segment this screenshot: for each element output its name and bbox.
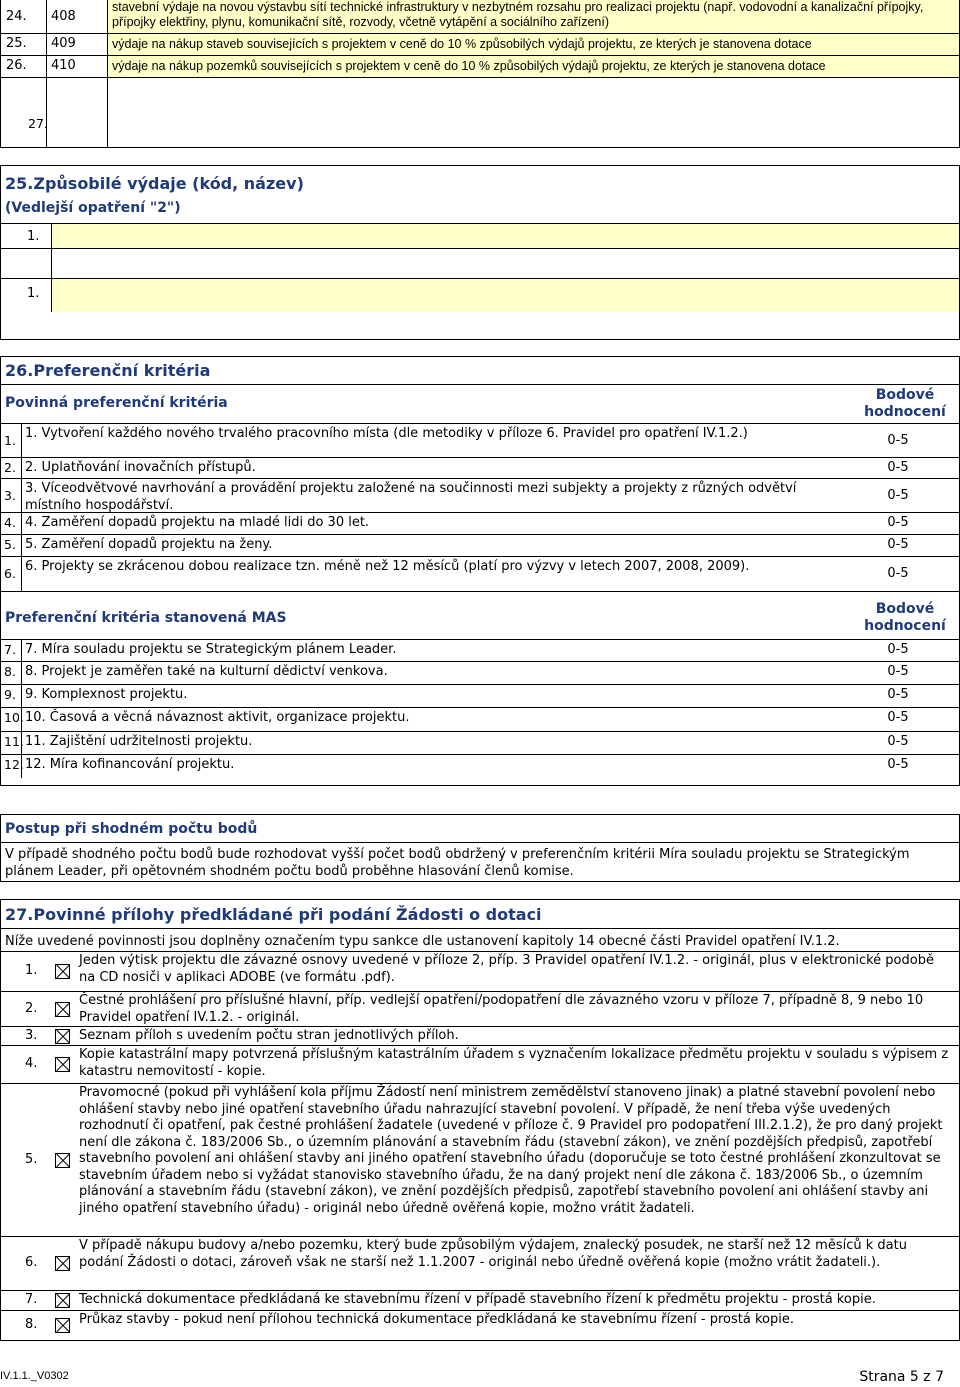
divider — [1, 928, 959, 929]
criterion-number: 4. — [4, 515, 16, 530]
attachment-row — [1, 1045, 959, 1083]
criterion-text: 7. Míra souladu projektu se Strategickým plánem Leader. — [25, 642, 397, 657]
attachment-text: Pravomocné (pokud při vyhlášení kola příjmu Žádostí není ministrem zemědělství stanoveno jinak) a platné stavební povolení nebo ohlášení stavby nebo jiné opatření stavebního úřadu nahrazující stavební povolení. V případě, že není třeba výše uvedených rozhodnutí či opatření, pak čestné prohlášení žadatele (uvedené v příloze č. 9 Pravidel pro podopatření III.2.1.2), že pro daný projekt není dle zákona č. 183/2006 Sb., o územním plánování a stavebním řádu (stavební zákon), ve znění pozdějších předpisů, zapotřebí stavebního povolení ani ohlášení stavby ani jiného opatření stavebního úřadu (doporučuje se toto čestné prohlášení zkonzultovat se stavebním úřadem nebo si vyžádat stanovisko stavebního úřadu, že na daný projekt není dle zákona č. 183/2006 Sb., o územním plánování a stavebním řádu (stavební zákon), ve znění pozdějších předpisů, zapotřebí stavebního povolení ani ohlášení stavby ani jiného opatření stavebního úřadu) - originál nebo úředně ověřená kopie, možno vrátit žadateli. — [79, 1085, 943, 1216]
criterion-score: 0-5 — [887, 487, 909, 503]
attachment-number: 7. — [25, 1292, 38, 1307]
criterion-score: 0-5 — [887, 710, 909, 725]
section-title: 25.Způsobilé výdaje (kód, název) — [5, 174, 304, 193]
table-row — [1, 0, 959, 33]
table-row — [1, 34, 959, 55]
attachment-row — [1, 1290, 959, 1310]
criterion-row — [1, 457, 959, 477]
attachment-number: 8. — [25, 1317, 38, 1332]
row-text: stavební výdaje na novou výstavbu sítí technické infrastruktury v nezbytném rozsahu pro realizaci projektu (např. vodovodní a kanalizační přípojky, přípojky elektřiny, plynu, komunikační sítě, rozvody, včetně vytápění a sociálního zařízení) — [108, 0, 959, 33]
criterion-text: 6. Projekty se zkrácenou dobou realizace tzn. méně než 12 měsíců (platí pro výzvy v letech 2007, 2008, 2009). — [25, 559, 750, 574]
criterion-number: 3. — [4, 487, 16, 503]
criterion-row — [1, 423, 959, 456]
checked-checkbox-icon[interactable] — [55, 1002, 70, 1017]
attachment-text: Čestné prohlášení pro příslušné hlavní, příp. vedlejší opatření/podopatření dle závazného vzoru v příloze 7, případně 8, 9 nebo 10 Pravidel opatření IV.1.2. - originál. — [79, 993, 924, 1025]
row-text: výdaje na nákup pozemků souvisejících s projektem v ceně do 10 % způsobilých výdajů projektu, ze kterých je stanovena dotace — [108, 56, 959, 77]
attachment-text: V případě nákupu budovy a/nebo pozemku, který bude způsobilým výdajem, znalecký posudek, ne starší než 12 měsíců k datu podání Žádosti o dotaci, zároveň však ne starší než 1.1.2007 - originál nebo úředně ověřená kopie (možno vrátit žadateli.). — [79, 1238, 907, 1270]
criterion-number: 6. — [4, 566, 16, 581]
expense-table — [0, 0, 960, 148]
attachment-row — [1, 991, 959, 1026]
divider — [21, 479, 22, 512]
footer-form-code: IV.1.1._V0302 — [0, 1370, 69, 1382]
attachment-row — [1, 1310, 959, 1340]
criterion-score: 0-5 — [887, 642, 909, 657]
criterion-row — [1, 707, 959, 730]
criterion-number: 11. — [4, 734, 24, 749]
divider — [21, 424, 22, 457]
criterion-score: 0-5 — [887, 515, 909, 530]
criterion-score: 0-5 — [887, 687, 909, 702]
criterion-number: 1. — [4, 432, 16, 448]
score-header: Bodové hodnocení — [864, 601, 946, 634]
row-number: 1. — [27, 286, 40, 301]
table-row — [1, 56, 959, 77]
attachment-text: Průkaz stavby - pokud není přílohou technická dokumentace předkládaná ke stavebnímu řízení - prostá kopie. — [79, 1312, 794, 1327]
attachment-number: 5. — [25, 1151, 38, 1167]
criterion-score: 0-5 — [887, 537, 909, 552]
criterion-row — [1, 556, 959, 590]
criterion-text: 3. Víceodvětvové navrhování a provádění projektu založené na součinnosti mezi subjekty a projekty z různých odvětví místního hospodářství. — [25, 481, 797, 513]
criterion-text: 2. Uplatňování inovačních přístupů. — [25, 460, 256, 475]
row-text: výdaje na nákup staveb souvisejících s projektem v ceně do 10 % způsobilých výdajů projektu, ze kterých je stanovena dotace — [108, 34, 959, 55]
criterion-number: 12. — [4, 757, 24, 772]
row-number: 1. — [27, 229, 40, 244]
criterion-row — [1, 731, 959, 753]
row-code: 408 — [51, 9, 76, 24]
divider — [21, 640, 22, 661]
section-title: 27.Povinné přílohy předkládané při podání Žádosti o dotaci — [5, 905, 542, 924]
input-cell[interactable] — [52, 224, 959, 248]
criterion-text: 8. Projekt je zaměřen také na kulturní dědictví venkova. — [25, 664, 388, 679]
attachment-number: 2. — [25, 1000, 38, 1016]
checked-checkbox-icon[interactable] — [55, 1293, 70, 1308]
row-code: 410 — [51, 58, 76, 73]
attachment-row — [1, 1026, 959, 1045]
checked-checkbox-icon[interactable] — [55, 964, 70, 979]
criterion-row — [1, 478, 959, 511]
score-header: Bodové hodnocení — [864, 387, 946, 420]
criterion-text: 5. Zaměření dopadů projektu na ženy. — [25, 537, 273, 552]
attachment-row — [1, 1236, 959, 1290]
row-code: 409 — [51, 36, 76, 51]
attachment-text: Technická dokumentace předkládaná ke stavebnímu řízení v případě stavebního řízení k předmětu projektu - prostá kopie. — [79, 1292, 876, 1307]
section-subtitle: (Vedlejší opatření "2") — [5, 200, 181, 216]
section-27 — [0, 899, 960, 1341]
divider — [21, 557, 22, 591]
criterion-text: 12. Míra kofinancování projektu. — [25, 757, 235, 772]
mas-heading: Preferenční kritéria stanovená MAS — [5, 610, 287, 626]
criterion-number: 2. — [4, 460, 16, 475]
criterion-number: 8. — [4, 664, 16, 679]
divider — [1, 591, 959, 592]
divider — [21, 535, 22, 556]
divider — [1, 248, 959, 249]
criterion-number: 5. — [4, 537, 16, 552]
divider — [21, 662, 22, 684]
criterion-text: 1. Vytvoření každého nového trvalého pracovního místa (dle metodiky v příloze 6. Pravidel pro opatření IV.1.2.) — [25, 426, 748, 441]
criterion-score: 0-5 — [887, 734, 909, 749]
criterion-score: 0-5 — [887, 664, 909, 679]
section-26 — [0, 356, 960, 786]
section-intro: Níže uvedené povinnosti jsou doplněny označením typu sankce dle ustanovení kapitoly 14 obecné části Pravidel opatření IV.1.2. — [5, 934, 840, 949]
criterion-text: 9. Komplexnost projektu. — [25, 687, 188, 702]
criterion-row — [1, 754, 959, 777]
criterion-score: 0-5 — [887, 566, 909, 581]
tie-heading: Postup při shodném počtu bodů — [5, 821, 258, 837]
attachment-row — [1, 1083, 959, 1236]
row-number: 24. — [6, 9, 27, 24]
mandatory-heading: Povinná preferenční kritéria — [5, 395, 228, 411]
criterion-score: 0-5 — [887, 432, 909, 448]
criterion-text: 4. Zaměření dopadů projektu na mladé lidi do 30 let. — [25, 515, 370, 530]
checked-checkbox-icon[interactable] — [55, 1318, 70, 1333]
section-title: 26.Preferenční kritéria — [5, 361, 211, 380]
tie-text: V případě shodného počtu bodů bude rozhodovat vyšší počet bodů obdržený v preferenčním kritérii Míra souladu projektu se Strategickým plánem Leader, při opětovném shodném počtu bodů proběhne hlasování členů komise. — [5, 847, 910, 879]
row-number: 25. — [6, 36, 27, 51]
checked-checkbox-icon[interactable] — [55, 1057, 70, 1072]
checked-checkbox-icon[interactable] — [55, 1029, 70, 1044]
divider — [1, 842, 959, 843]
section-25 — [0, 165, 960, 340]
row-number: 27. — [28, 116, 48, 131]
criterion-text: 11. Zajištění udržitelnosti projektu. — [25, 734, 253, 749]
criterion-row — [1, 534, 959, 555]
input-cell[interactable] — [52, 279, 959, 312]
attachment-text: Seznam příloh s uvedením počtu stran jednotlivých příloh. — [79, 1028, 459, 1043]
checked-checkbox-icon[interactable] — [55, 1256, 70, 1271]
table-row — [1, 78, 959, 148]
row-number: 26. — [6, 58, 27, 73]
criterion-row — [1, 512, 959, 533]
criterion-score: 0-5 — [887, 757, 909, 772]
criterion-row — [1, 639, 959, 660]
divider — [21, 685, 22, 707]
criterion-row — [1, 684, 959, 706]
criterion-number: 10. — [4, 710, 24, 725]
divider — [21, 513, 22, 534]
divider — [1, 384, 959, 385]
attachment-row — [1, 951, 959, 991]
criterion-number: 9. — [4, 687, 16, 702]
criterion-score: 0-5 — [887, 460, 909, 475]
attachment-number: 4. — [25, 1056, 38, 1071]
checked-checkbox-icon[interactable] — [55, 1153, 70, 1168]
attachment-number: 6. — [25, 1255, 38, 1270]
criterion-text: 10. Časová a věcná návaznost aktivit, organizace projektu. — [25, 710, 410, 725]
attachment-number: 3. — [25, 1027, 38, 1043]
footer-page-number: Strana 5 z 7 — [859, 1369, 944, 1385]
attachment-text: Kopie katastrální mapy potvrzená příslušným katastrálním úřadem s vyznačením lokalizace předmětu projektu v souladu s výpisem z katastru nemovitostí - kopie. — [79, 1047, 949, 1079]
attachment-text: Jeden výtisk projektu dle závazné osnovy uvedené v příloze 2, příp. 3 Pravidel opatření IV.1.2. - originál, plus v elektronické podobě na CD nosiči v aplikaci ADOBE (ve formátu .pdf). — [79, 953, 934, 985]
tie-break-section — [0, 814, 960, 882]
divider — [21, 458, 22, 478]
criterion-number: 7. — [4, 642, 16, 657]
criterion-row — [1, 661, 959, 683]
attachment-number: 1. — [25, 963, 38, 978]
